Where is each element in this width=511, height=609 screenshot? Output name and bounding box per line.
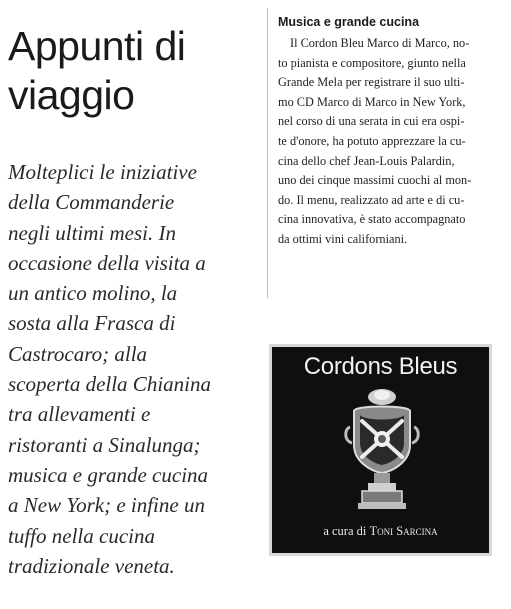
intro-line: tra allevamenti e <box>8 402 151 427</box>
article-line: Grande Mela per registrare il suo ulti- <box>278 75 465 90</box>
intro-line: scoperta della Chianina <box>8 372 211 397</box>
article-line: cina innovativa, è stato accompagnato <box>278 212 466 227</box>
intro-line: ristoranti a Sinalunga; <box>8 432 201 457</box>
book-title: Cordons Bleus <box>303 353 458 380</box>
page-title <box>8 22 258 120</box>
intro-line: negli ultimi mesi. In <box>8 220 176 245</box>
book-cover <box>269 344 492 556</box>
article-body <box>278 34 506 250</box>
intro-line: a New York; e infine un <box>8 493 205 518</box>
intro-paragraph <box>8 157 258 581</box>
article-line: Il Cordon Bleu Marco di Marco, no- <box>290 36 470 50</box>
book-credit-prefix: a cura di <box>323 524 367 538</box>
article-line: mo CD Marco di Marco in New York, <box>278 94 466 109</box>
intro-line: Molteplici le iniziative <box>8 160 197 184</box>
article-line: cina dello chef Jean-Louis Palardin, <box>278 153 455 168</box>
article-line: da ottimi vini californiani. <box>278 231 408 246</box>
intro-line: tuffo nella cucina <box>8 523 155 548</box>
right-column <box>278 14 506 250</box>
column-divider <box>267 8 268 298</box>
article-line: to pianista e compositore, giunto nella <box>278 55 466 70</box>
intro-line: occasione della visita a <box>8 250 206 275</box>
title-line: Appunti di <box>8 23 186 69</box>
book-credit <box>272 524 489 539</box>
article-line: te d'onore, ha potuto apprezzare la cu- <box>278 133 466 148</box>
intro-line: un antico molino, la <box>8 281 178 306</box>
article-line: uno dei cinque massimi cuochi al mon- <box>278 173 472 188</box>
intro-line: musica e grande cucina <box>8 462 209 487</box>
article-line: nel corso di una serata in cui era ospi- <box>278 114 465 129</box>
intro-line: della Commanderie <box>8 190 175 215</box>
title-line: viaggio <box>8 72 135 118</box>
intro-line: Castrocaro; alla <box>8 341 148 366</box>
intro-line: sosta alla Frasca di <box>8 311 176 336</box>
chef-emblem-icon <box>344 387 420 517</box>
article-line: do. Il menu, realizzato ad arte e di cu- <box>278 192 465 207</box>
intro-line: tradizionale veneta. <box>8 553 175 578</box>
left-column <box>8 22 258 581</box>
book-credit-name: Toni Sarcina <box>369 524 438 538</box>
section-heading: Musica e grande cucina <box>278 15 420 29</box>
